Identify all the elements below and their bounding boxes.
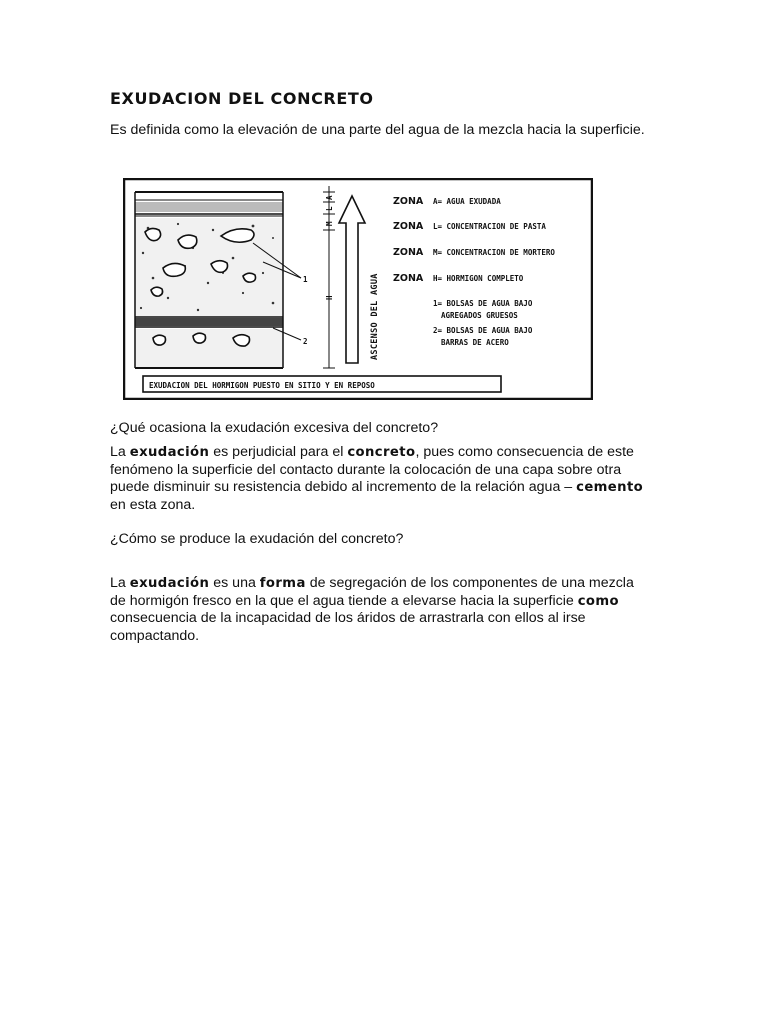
zona-h-word: ZONA — [393, 273, 424, 284]
zone-a-text: A= AGUA EXUDADA — [433, 197, 501, 206]
diagram-svg — [123, 178, 593, 400]
answer-2-paragraph: La exudación es una forma de segregación de los componentes de una mezcla de hormigón fresco en la que el agua tiende a elevarse hacia la superficie como consecuencia de la incapacidad de los áridos de arrastrarla con ellos al irse compactando. — [110, 575, 634, 644]
concrete-section — [135, 192, 283, 368]
zone-l-text: L= CONCENTRACION DE PASTA — [433, 222, 546, 231]
marker-1: 1 — [303, 275, 308, 284]
zona-m-word: ZONA — [393, 247, 424, 258]
zone-m-text: M= CONCENTRACION DE MORTERO — [433, 248, 555, 257]
answer-1-paragraph: La exudación es perjudicial para el concreto, pues como consecuencia de este fenómeno la superficie del contacto durante la colocación de una capa sobre otra puede disminuir su resistencia debido al incremento de la relación agua – cemento en esta zona. — [110, 444, 644, 513]
bleeding-diagram — [123, 178, 593, 400]
figure-caption: EXUDACION DEL HORMIGON PUESTO EN SITIO Y EN REPOSO — [149, 381, 375, 390]
question-2: ¿Cómo se produce la exudación del concreto? — [110, 531, 404, 547]
bold-exudacion-2: exudación — [129, 576, 210, 591]
bold-forma: forma — [259, 576, 306, 591]
intro-paragraph: Es definida como la elevación de una parte del agua de la mezcla hacia la superficie. — [110, 122, 645, 138]
note-2-line-a: 2= BOLSAS DE AGUA BAJO — [433, 326, 533, 335]
bold-cemento: cemento — [576, 480, 644, 495]
bold-como: como — [577, 593, 619, 609]
dim-l-label: L — [325, 206, 334, 211]
marker-2: 2 — [303, 337, 308, 346]
dim-m-label: M — [325, 221, 334, 226]
zona-l-word: ZONA — [393, 221, 424, 232]
page-title: EXUDACION DEL CONCRETO — [110, 89, 374, 108]
note-2-line-b: BARRAS DE ACERO — [441, 338, 509, 347]
bold-concreto: concreto — [347, 445, 416, 460]
zone-h-text: H= HORMIGON COMPLETO — [433, 274, 524, 283]
question-1: ¿Qué ocasiona la exudación excesiva del concreto? — [110, 420, 439, 436]
note-1-line-b: AGREGADOS GRUESOS — [441, 311, 518, 320]
note-1-line-a: 1= BOLSAS DE AGUA BAJO — [433, 299, 533, 308]
dim-a-label: A — [325, 195, 334, 200]
arrow-label: ASCENSO DEL AGUA — [370, 273, 380, 360]
zona-a-word: ZONA — [393, 196, 424, 207]
bold-exudacion: exudación — [129, 445, 210, 460]
dim-h-label: H — [325, 295, 334, 300]
